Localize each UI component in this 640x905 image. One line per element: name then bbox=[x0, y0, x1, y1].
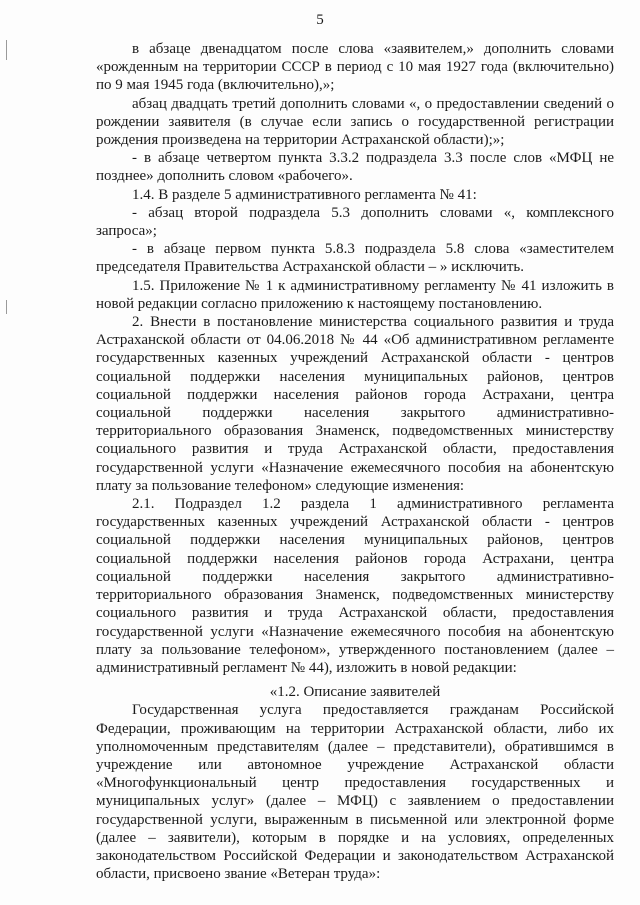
page-number: 5 bbox=[316, 12, 324, 28]
paragraph: - в абзаце первом пункта 5.8.3 подраздела 5.8 слова «заместителем председателя Правительства Астраханской области – » исключить. bbox=[96, 241, 614, 276]
section-heading: «1.2. Описание заявителей bbox=[269, 684, 441, 701]
paragraph: - абзац второй подраздела 5.3 дополнить словами «, комплексного запроса»; bbox=[96, 204, 614, 240]
paragraph: 2.1. Подраздел 1.2 раздела 1 административного регламента государственных казенных учреждений Астраханской области - центров социальной поддержки населения муниципальных районов, центров социальной поддержки населения районов города Астрахани, центра социальной поддержки населения закрытого административно-территориального образования Знаменск, подведомственных министерству социального развития и труда Астраханской области, предоставления государственной услуги «Назначение ежемесячного пособия на абонентскую плату за пользование телефоном», утвержденного постановлением (далее – административный регламент № 44), изложить в новой редакции: bbox=[96, 496, 614, 676]
document-body bbox=[96, 40, 614, 883]
paragraph: в абзаце двенадцатом после слова «заявителем,» дополнить словами «рожденным на территории СССР в период с 10 мая 1927 года (включительно) по 9 мая 1945 года (включительно),»; bbox=[96, 41, 614, 94]
scan-edge-mark bbox=[6, 300, 7, 314]
scan-edge-mark bbox=[6, 40, 7, 60]
paragraph: абзац двадцать третий дополнить словами «, о предоставлении сведений о рождении заявителя (в случае если запись о государственной регистрации рождения произведена на территории Астраханской области);»; bbox=[96, 95, 614, 149]
paragraph: 1.4. В разделе 5 административного регламента № 41: bbox=[132, 186, 477, 203]
paragraph: 1.5. Приложение № 1 к административному регламенту № 41 изложить в новой редакции согласно приложению к настоящему постановлению. bbox=[96, 277, 614, 312]
paragraph: 2. Внести в постановление министерства социального развития и труда Астраханской области от 04.06.2018 № 44 «Об административном регламенте государственных казенных учреждений Астраханской области - центров социальной поддержки населения муниципальных районов, центров социальной поддержки населения районов города Астрахани, центра социальной поддержки населения закрытого административно-территориального образования Знаменск, подведомственных министерству социального развития и труда Астраханской области, предоставления государственной услуги «Назначение ежемесячного пособия на абонентскую плату за пользование телефоном» следующие изменения: bbox=[96, 314, 614, 494]
paragraph: - в абзаце четвертом пункта 3.3.2 подраздела 3.3 после слов «МФЦ не позднее» дополнить словом «рабочего». bbox=[96, 150, 614, 185]
paragraph: Государственная услуга предоставляется гражданам Российской Федерации, проживающим на территории Астраханской области, либо их уполномоченным представителям (далее – представители), обратившимся в учреждение или автономное учреждение Астраханской области «Многофункциональный центр предоставления государственных и муниципальных услуг» (далее – МФЦ) с заявлением о предоставлении государственной услуги, выраженным в письменной или электронной форме (далее – заявители), которым в порядке и на условиях, определенных законодательством Российской Федерации и законодательством Астраханской области, присвоено звание «Ветеран труда»: bbox=[96, 702, 614, 883]
